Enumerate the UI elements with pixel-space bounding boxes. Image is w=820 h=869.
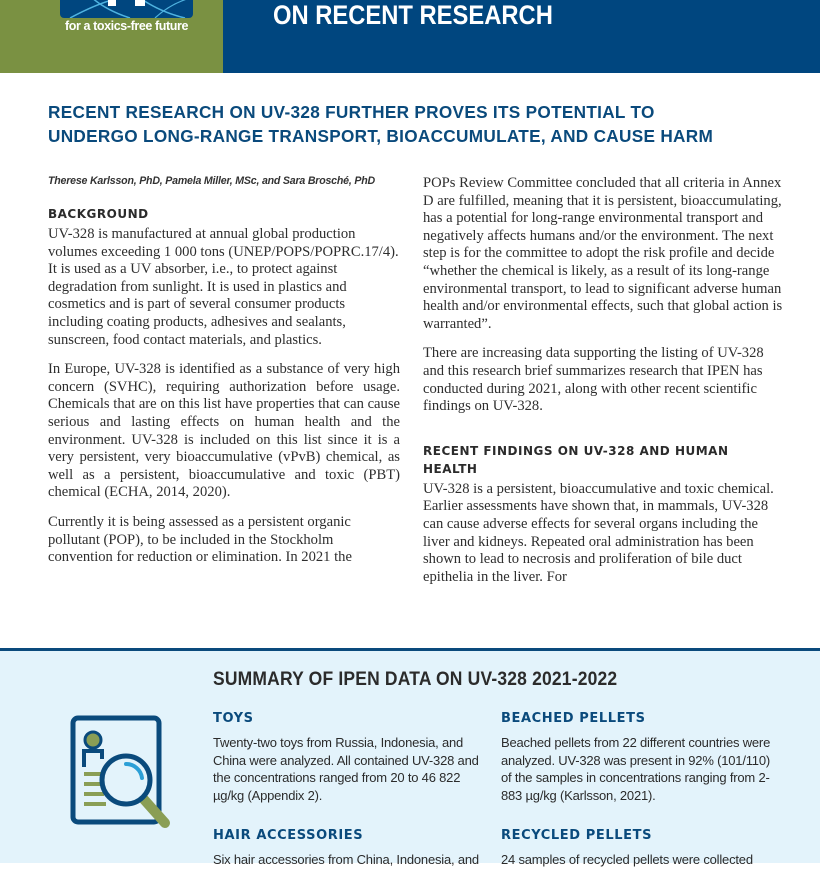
summary-card-toys <box>213 711 493 804</box>
header-title-panel <box>223 0 820 73</box>
summary-box <box>0 648 820 867</box>
right-column <box>423 175 783 598</box>
review-committee-paragraph: POPs Review Committee concluded that all criteria in Annex D are fulfilled, meaning that it is persistent, bioaccumulating, has a potential for long-range environmental transport and negatively affects humans and/or the environment. The next step is for the committee to adopt the risk profile and decide “whether the chemical is likely, as a result of its long-range environmental transport, to lead to significant adverse human health and/or environmental effects, such that global action is warranted”. <box>423 175 783 332</box>
article-title <box>48 100 788 148</box>
summary-card-hair-accessories <box>213 828 493 869</box>
background-paragraph-1: UV-328 is manufactured at annual global production volumes exceeding 1 000 tons (UNEP/POPS/POPRC.17/4). It is used as a UV absorber, i.e., to protect against degradation from sunlight. It is used in plastics and cosmetics and is part of several consumer products including coating products, adhesives and sealants, sunscreen, food contact materials, and plastics. <box>48 226 399 348</box>
research-brief-paragraph: There are increasing data supporting the listing of UV-328 and this research brief summarizes research that IPEN has conducted during 2021, along with other recent scientific findings on UV-328. <box>423 345 764 415</box>
findings-paragraph: UV-328 is a persistent, bioaccumulative and toxic chemical. Earlier assessments have shown that, in mammals, UV-328 can cause adverse effects for several organs including the liver and kidneys. Repeated oral administration has been shown to lead to necrosis and proliferation of bile duct epithelia in the liver. For <box>423 480 774 585</box>
card-heading: RECYCLED PELLETS <box>501 828 653 843</box>
left-column <box>48 175 400 579</box>
card-text: Beached pellets from 22 different countries were analyzed. UV-328 was present in 92% (101/110) of the samples in concentrations ranging from 2-883 µg/kg (Karlsson, 2021). <box>501 735 771 803</box>
card-heading: TOYS <box>213 711 254 726</box>
network-lines-icon <box>60 0 193 18</box>
summary-title: SUMMARY OF IPEN DATA ON UV-328 2021-2022 <box>213 669 618 690</box>
card-heading: BEACHED PELLETS <box>501 711 646 726</box>
card-text: 24 samples of recycled pellets were collected <box>501 852 753 867</box>
card-text: Six hair accessories from China, Indonesia, and <box>213 852 479 867</box>
summary-card-beached-pellets <box>501 711 781 804</box>
summary-card-recycled-pellets <box>501 828 781 869</box>
background-paragraph-3: Currently it is being assessed as a persistent organic pollutant (POP), to be included in the Stockholm convention for reduction or elimination. In 2021 the <box>48 513 352 566</box>
authors: Therese Karlsson, PhD, Pamela Miller, MSc, and Sara Brosché, PhD <box>48 175 375 187</box>
header-logo-panel <box>0 0 223 73</box>
article-title-line-2: UNDERGO LONG-RANGE TRANSPORT, BIOACCUMULATE, AND CAUSE HARM <box>48 126 714 146</box>
article-title-line-1: RECENT RESEARCH ON UV-328 FURTHER PROVES ITS POTENTIAL TO <box>48 102 655 122</box>
header-title: ON RECENT RESEARCH <box>273 0 553 30</box>
card-heading: HAIR ACCESSORIES <box>213 828 364 843</box>
background-heading: BACKGROUND <box>48 207 149 221</box>
background-paragraph-2: In Europe, UV-328 is identified as a substance of very high concern (SVHC), requiring authorization before usage. Chemicals that are on this list have properties that can cause serious and lasting effects on human health and the environment. UV-328 is included on this list since it is a very persistent, very bioaccumulative (vPvB) chemical, as well as a persistent, bioaccumulative and toxic (PBT) chemical (ECHA, 2014, 2020). <box>48 361 400 501</box>
document-search-icon <box>70 715 170 830</box>
findings-heading: RECENT FINDINGS ON UV-328 AND HUMAN HEALTH <box>423 443 729 476</box>
logo-tagline: for a toxics-free future <box>64 19 189 33</box>
ipen-logo <box>60 0 193 18</box>
card-text: Twenty-two toys from Russia, Indonesia, and China were analyzed. All contained UV-328 and the concentrations ranged from 20 to 46 822 µg/kg (Appendix 2). <box>213 735 479 803</box>
